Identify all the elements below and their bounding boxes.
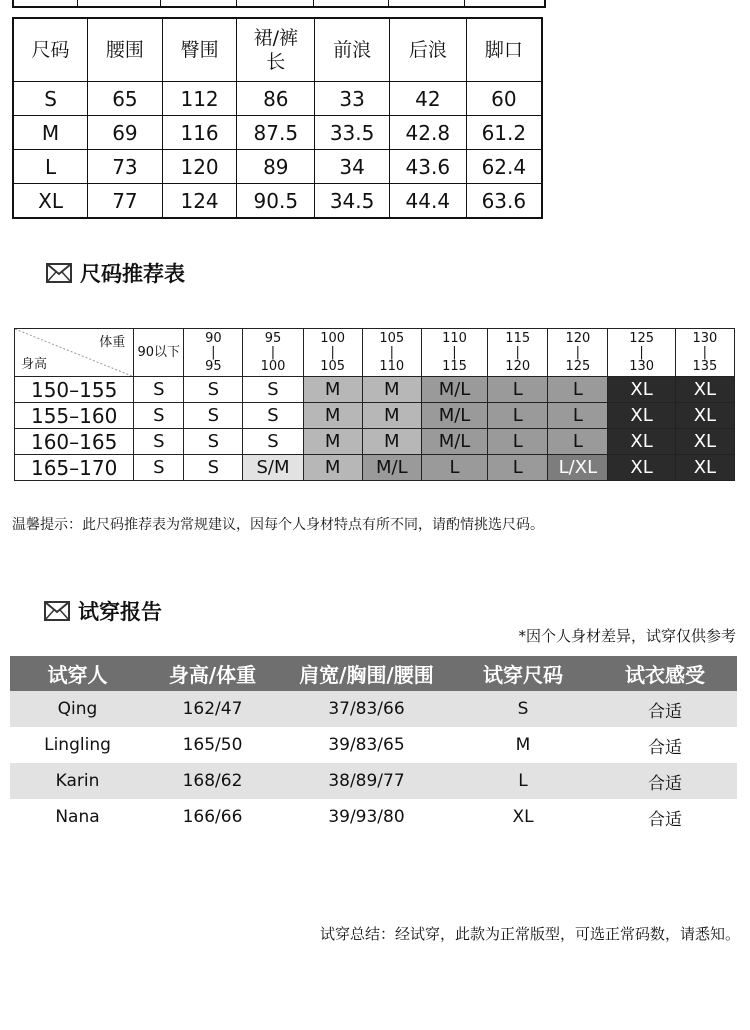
cell: 120 (162, 150, 237, 184)
size-cell: M/L (421, 429, 487, 455)
cell: 44.4 (389, 184, 466, 219)
tryon-disclaimer: *因个人身材差异，试穿仅供参考 (518, 627, 736, 645)
size-cell: M (362, 429, 421, 455)
table-row (13, 116, 542, 150)
size-cell: XL (675, 403, 734, 429)
size-cell: L (548, 403, 608, 429)
cell: 33 (315, 82, 390, 116)
section-title-text: 尺码推荐表 (80, 262, 185, 286)
size-cell: S (243, 377, 303, 403)
cell: 60 (466, 82, 542, 116)
weight-range-top: 110 (442, 330, 467, 346)
envelope-icon (46, 263, 72, 283)
recommend-section-title (46, 258, 185, 288)
cell: 38/89/77 (280, 763, 453, 799)
cell: 86 (237, 82, 315, 116)
cell: 165/50 (182, 735, 243, 755)
tryon-header-row (10, 656, 737, 691)
cell: 90.5 (237, 184, 315, 219)
size-cell: XL (608, 377, 675, 403)
size-cell: L (548, 429, 608, 455)
header-cell: 试穿人 (10, 656, 145, 691)
size-cell: S (243, 403, 303, 429)
cell: 37/83/66 (280, 691, 453, 727)
size-cell: S (184, 429, 243, 455)
weight-col-header: 120 | 125 (548, 329, 608, 377)
table-row (15, 429, 735, 455)
table-row (10, 727, 737, 763)
size-cell: L (488, 455, 548, 481)
size-cell: M (303, 377, 362, 403)
cell: S (453, 691, 593, 727)
table-row (13, 150, 542, 184)
size-cell: S (134, 455, 184, 481)
cell: 65 (88, 82, 163, 116)
weight-col-header: 130 | 135 (675, 329, 734, 377)
size-cell: S (134, 403, 184, 429)
cell: 61.2 (466, 116, 542, 150)
weight-col-header (134, 329, 184, 377)
recommend-note: 温馨提示：此尺码推荐表为常规建议，因每个人身材特点有所不同，请酌情挑选尺码。 (12, 517, 544, 533)
cell: 34.5 (315, 184, 390, 219)
tryon-report-table (10, 656, 737, 835)
cell: 69 (88, 116, 163, 150)
cell: 43.6 (389, 150, 466, 184)
table-row (15, 377, 735, 403)
weight-range-top: 95 (264, 330, 282, 346)
header-cell (237, 18, 315, 82)
weight-range-top: 120 (565, 330, 591, 346)
cell: XL (13, 184, 88, 219)
tryon-summary: 试穿总结：经试穿，此款为正常版型，可选正常码数，请悉知。 (319, 925, 740, 943)
table-row (10, 691, 737, 727)
cell: 合适 (648, 809, 682, 830)
weight-range: 90以下 (137, 344, 181, 360)
size-cell: XL (608, 403, 675, 429)
weight-range-bottom: 125 (565, 358, 591, 374)
size-cell: M/L (362, 455, 421, 481)
cell: 77 (88, 184, 163, 219)
weight-col-header: 125 | 130 (608, 329, 675, 377)
height-range: 155–160 (15, 403, 134, 429)
cell: 34 (315, 150, 390, 184)
table-row (13, 184, 542, 219)
weight-range-bottom: 105 (320, 358, 346, 374)
envelope-icon (44, 601, 70, 621)
weight-col-header: 110 | 115 (421, 329, 487, 377)
cell: 89 (237, 150, 315, 184)
cell: 162/47 (145, 691, 280, 727)
recommend-header-row (15, 329, 735, 377)
weight-col-header: 90 | 95 (184, 329, 243, 377)
header-cell: 身高/体重 (145, 656, 280, 691)
size-cell: M (303, 455, 362, 481)
weight-col-header: 95 | 100 (243, 329, 303, 377)
height-label: 身高 (21, 357, 48, 372)
weight-range-bottom: 130 (629, 358, 655, 374)
size-cell: XL (675, 429, 734, 455)
table-row (10, 799, 737, 835)
cell: 168/62 (145, 763, 280, 799)
weight-height-corner-cell (15, 329, 134, 377)
weight-range-top: 105 (379, 330, 405, 346)
header-cell: 肩宽/胸围/腰围 (280, 656, 453, 691)
weight-range-top: 100 (320, 330, 346, 346)
previous-table-edge (12, 0, 546, 8)
weight-range-bottom: 100 (260, 358, 286, 374)
cell: M (515, 735, 531, 755)
size-chart-table (12, 17, 543, 219)
cell: 73 (88, 150, 163, 184)
height-range: 150–155 (15, 377, 134, 403)
size-cell: S/M (243, 455, 303, 481)
weight-range-bottom: 115 (442, 358, 467, 374)
table-row (15, 403, 735, 429)
table-row (13, 82, 542, 116)
header-cell: 试衣感受 (593, 656, 737, 691)
cell: Nana (55, 807, 100, 827)
cell: 166/66 (182, 807, 243, 827)
size-cell: S (184, 403, 243, 429)
cell: 33.5 (315, 116, 390, 150)
weight-range-bottom: 135 (692, 358, 718, 374)
size-cell: L (488, 377, 548, 403)
section-title-text: 试穿报告 (78, 600, 162, 624)
cell: Qing (10, 691, 145, 727)
size-cell: XL (608, 455, 675, 481)
header-cell: 后浪 (389, 18, 466, 82)
cell: 39/83/65 (328, 735, 405, 755)
cell: L (453, 763, 593, 799)
size-cell: L (488, 429, 548, 455)
weight-range-bottom: 110 (379, 358, 405, 374)
weight-col-header: 105 | 110 (362, 329, 421, 377)
cell: 112 (162, 82, 237, 116)
size-cell: S (184, 455, 243, 481)
weight-range-top: 125 (629, 330, 655, 346)
weight-col-header: 115 | 120 (488, 329, 548, 377)
cell: Karin (10, 763, 145, 799)
size-cell: M (362, 377, 421, 403)
size-cell: XL (675, 377, 734, 403)
cell: M (13, 116, 88, 150)
cell: 62.4 (466, 150, 542, 184)
weight-col-header: 100 | 105 (303, 329, 362, 377)
header-cell: 尺码 (13, 18, 88, 82)
size-cell: L (548, 377, 608, 403)
weight-label: 体重 (99, 335, 126, 350)
cell: 116 (162, 116, 237, 150)
header-cell: 前浪 (315, 18, 390, 82)
cell: Lingling (44, 735, 111, 755)
size-cell: S (243, 429, 303, 455)
cell: 合适 (593, 691, 737, 727)
weight-range-bottom: 120 (505, 358, 531, 374)
cell: 87.5 (237, 116, 315, 150)
weight-range-bottom: 95 (205, 358, 222, 374)
header-cell: 试穿尺码 (453, 656, 593, 691)
header-cell: 臀围 (162, 18, 237, 82)
size-cell: L/XL (548, 455, 608, 481)
cell: 124 (162, 184, 237, 219)
size-cell: XL (608, 429, 675, 455)
height-range: 165–170 (15, 455, 134, 481)
size-cell: L (421, 455, 487, 481)
cell: L (13, 150, 88, 184)
tryon-section-title (44, 596, 162, 626)
size-cell: M (303, 403, 362, 429)
cell: 42 (389, 82, 466, 116)
table-row (10, 763, 737, 799)
height-range: 160–165 (15, 429, 134, 455)
size-cell: S (134, 377, 184, 403)
cell: 合适 (648, 737, 682, 758)
size-cell: XL (675, 455, 734, 481)
header-cell-text: 裙/裤长 (253, 27, 299, 73)
size-chart-header-row (13, 18, 542, 82)
cell: S (13, 82, 88, 116)
size-cell: S (184, 377, 243, 403)
weight-range-top: 130 (692, 330, 718, 346)
size-cell: L (488, 403, 548, 429)
size-cell: S (134, 429, 184, 455)
size-recommendation-table (14, 328, 735, 481)
cell: XL (512, 807, 534, 827)
cell: 合适 (593, 763, 737, 799)
cell: 63.6 (466, 184, 542, 219)
table-row (15, 455, 735, 481)
size-cell: M (362, 403, 421, 429)
weight-range-top: 90 (205, 330, 222, 346)
header-cell: 脚口 (466, 18, 542, 82)
weight-range-top: 115 (505, 330, 531, 346)
cell: 39/93/80 (328, 807, 405, 827)
size-cell: M (303, 429, 362, 455)
size-cell: M/L (421, 403, 487, 429)
size-cell: M/L (421, 377, 487, 403)
cell: 42.8 (389, 116, 466, 150)
header-cell: 腰围 (88, 18, 163, 82)
